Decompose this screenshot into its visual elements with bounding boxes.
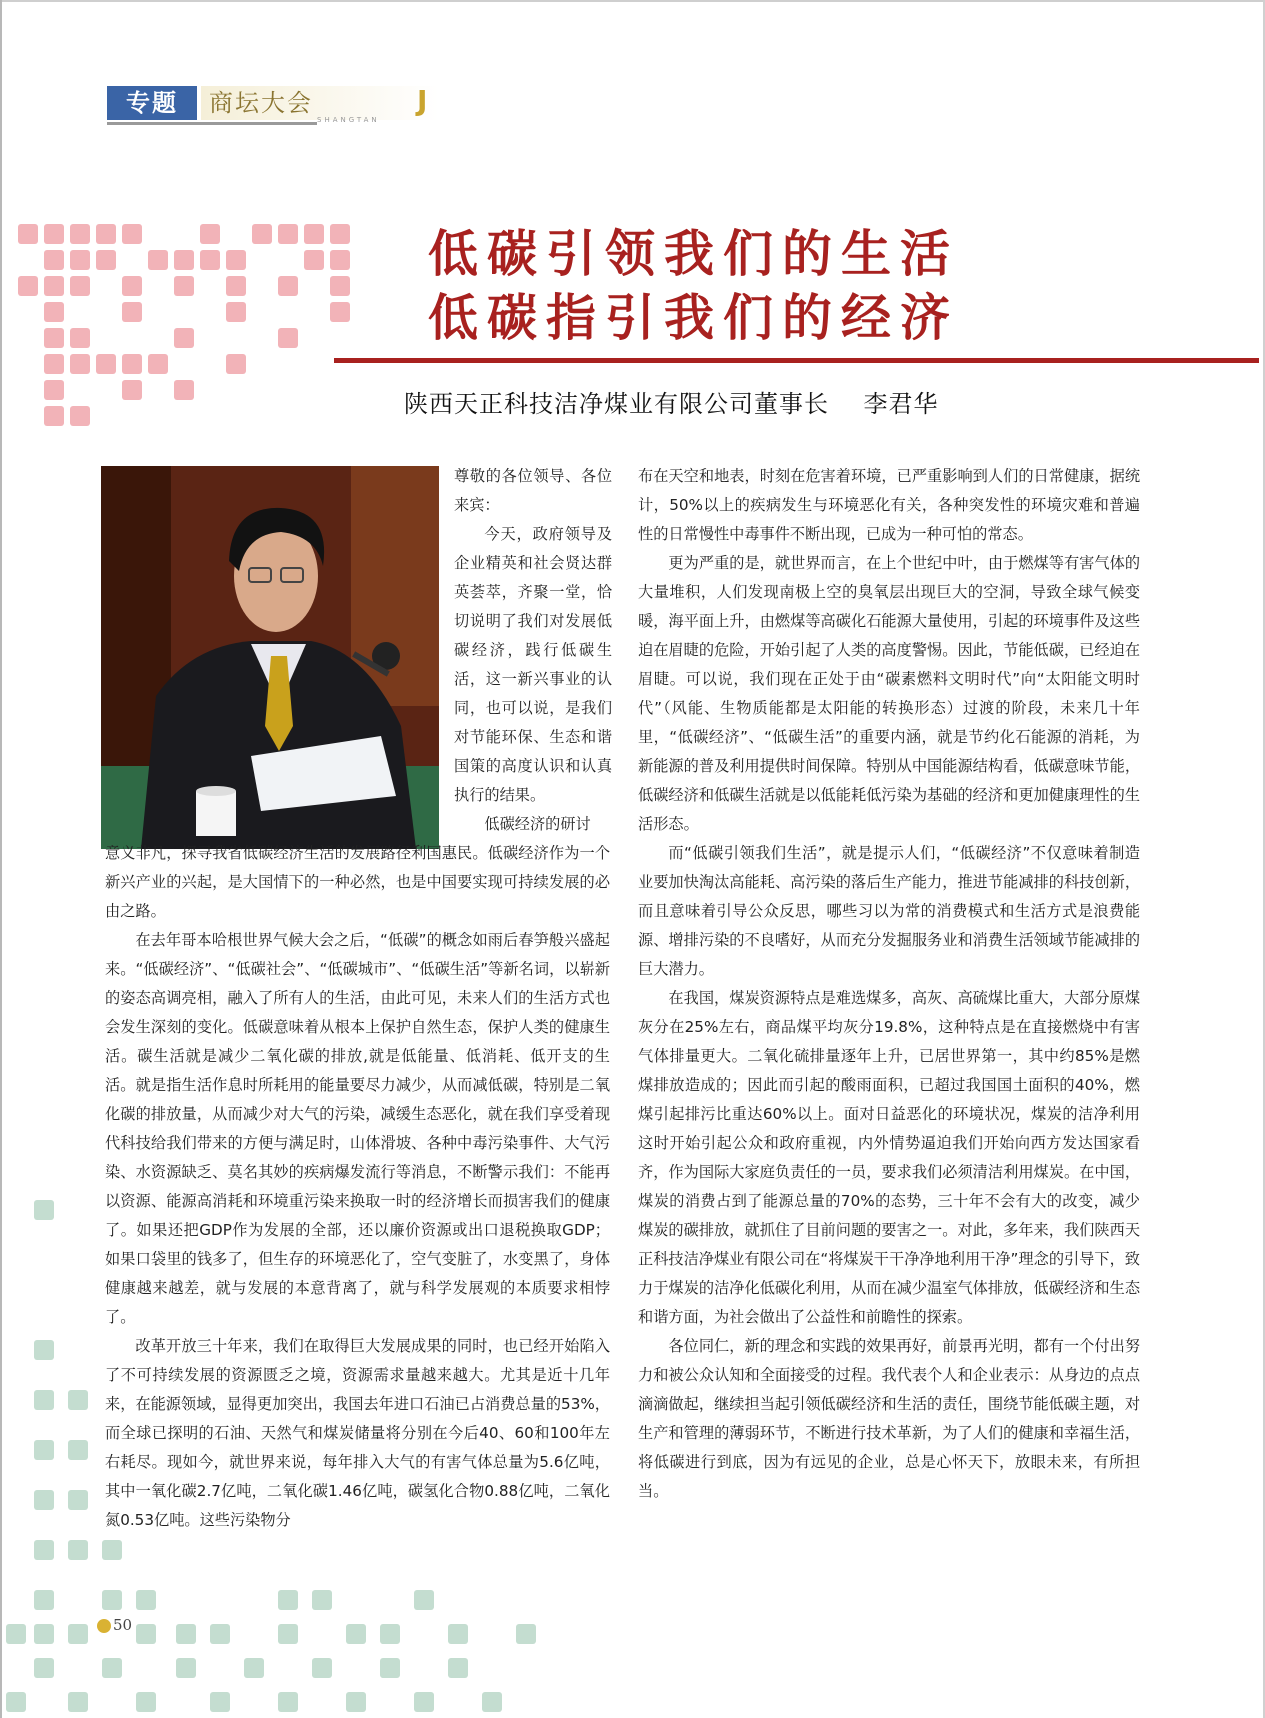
right-text-column xyxy=(638,462,1140,1506)
paragraph-greeting: 尊敬的各位领导、各位来宾： xyxy=(454,467,612,514)
paragraph-copenhagen: 在去年哥本哈根世界气候大会之后，“低碳”的概念如雨后春笋般兴盛起来。“低碳经济”、“低碳社会”、“低碳城市”、“低碳生活”等新名词，以崭新的姿态高调亮相，融入了所有人的生活，由此可见，未来人们的生活方式也会发生深刻的变化。低碳意味着从根本上保护自然生态，保护人类的健康生活。碳生活就是减少二氧化碳的排放,就是低能量、低消耗、低开支的生活。就是指生活作息时所耗用的能量要尽力减少，从而减低碳，特别是二氧化碳的排放量，从而减少对大气的污染，减缓生态恶化，就在我们享受着现代科技给我们带来的方便与满足时，山体滑坡、各种中毒污染事件、大气污染、水资源缺乏、莫名其妙的疾病爆发流行等消息，不断警示我们：不能再以资源、能源高消耗和环境重污染来换取一时的经济增长而损害我们的健康了。如果还把GDP作为发展的全部，还以廉价资源或出口退税换取GDP；如果口袋里的钱多了，但生存的环境恶化了，空气变脏了，水变黑了，身体健康越来越差，就与发展的本意背离了，就与科学发展观的本质要求相悖了。 xyxy=(105,931,610,1326)
paragraph-reform: 改革开放三十年来，我们在取得巨大发展成果的同时，也已经开始陷入了不可持续发展的资源匮乏之境，资源需求量越来越大。尤其是近十几年来，在能源领域，显得更加突出，我国去年进口石油已占消费总量的53%，而全球已探明的石油、天然气和煤炭储量将分别在今后40、60和100年左右耗尽。现如今，就世界来说，每年排入大气的有害气体总量为5.6亿吨，其中一氧化碳2.7亿吨，二氧化碳1.46亿吨，碳氢化合物0.88亿吨，二氧化氮0.53亿吨。这些污染物分 xyxy=(105,1337,610,1529)
gold-circle-icon xyxy=(97,1619,111,1633)
page-number xyxy=(97,1616,132,1634)
section-tag-secondary: 商坛大会 xyxy=(201,86,439,120)
author-byline: 陕西天正科技洁净煤业有限公司董事长 李君华 xyxy=(404,390,939,418)
paragraph-ozone: 更为严重的是，就世界而言，在上个世纪中叶，由于燃煤等有害气体的大量堆积，人们发现南极上空的臭氧层出现巨大的空洞，导致全球气候变暖，海平面上升，由燃煤等高碳化石能源大量使用，引起的环境事件及这些迫在眉睫的危险，开始引起了人类的高度警惕。因此，节能低碳，已经迫在眉睫。可以说，我们现在正处于由“碳素燃料文明时代”向“太阳能文明时代”（风能、生物质能都是太阳能的转换形态）过渡的阶段，未来几十年里，“低碳经济”、“低碳生活”的重要内涵，就是节约化石能源的消耗，为新能源的普及利用提供时间保障。特别从中国能源结构看，低碳意味节能，低碳经济和低碳生活就是以低能耗低污染为基础的经济和更加健康理性的生活形态。 xyxy=(638,554,1140,833)
article-title-line1: 低碳引领我们的生活 xyxy=(428,224,959,283)
paragraph-coal: 在我国，煤炭资源特点是难选煤多，高灰、高硫煤比重大，大部分原煤灰分在25%左右，商品煤平均灰分19.8%，这种特点是在直接燃烧中有害气体排量更大。二氧化硫排量逐年上升，已居世界第一，其中约85%是燃煤排放造成的；因此而引起的酸雨面积，已超过我国国土面积的40%，燃煤引起排污比重达60%以上。面对日益恶化的环境状况，煤炭的洁净利用这时开始引起公众和政府重视，内外情势逼迫我们开始向西方发达国家看齐，作为国际大家庭负责任的一员，要求我们必须清洁利用煤炭。在中国，煤炭的消费占到了能源总量的70%的态势，三十年不会有大的改变，减少煤炭的碳排放，就抓住了目前问题的要害之一。对此，多年来，我们陕西天正科技洁净煤业有限公司在“将煤炭干干净净地利用干净”理念的引导下，致力于煤炭的洁净化低碳化利用，从而在减少温室气体排放，低碳经济和生态和谐方面，为社会做出了公益性和前瞻性的探索。 xyxy=(638,989,1140,1326)
speaker-illustration xyxy=(101,466,439,849)
pink-square-pattern xyxy=(18,224,358,424)
paragraph-closing: 各位同仁，新的理念和实践的效果再好，前景再光明，都有一个付出努力和被公众认知和全面接受的过程。我代表个人和企业表示：从身边的点点滴滴做起，继续担当起引领低碳经济和生活的责任，围绕节能低碳主题，对生产和管理的薄弱环节，不断进行技术革新，为了人们的健康和幸福生活，将低碳进行到底，因为有远见的企业，总是心怀天下，放眼未来，有所担当。 xyxy=(638,1337,1140,1500)
left-text-column xyxy=(105,839,610,1535)
paragraph-intro: 今天，政府领导及企业精英和社会贤达群英荟萃，齐聚一堂，恰切说明了我们对发展低碳经济，践行低碳生活，这一新兴事业的认同，也可以说，是我们对节能环保、生态和谐国策的高度认识和认真执行的结果。 xyxy=(454,525,612,804)
paragraph-seminar-start: 低碳经济的研讨 xyxy=(484,815,591,833)
speaker-photo xyxy=(101,466,439,849)
page-number-text: 50 xyxy=(113,1616,133,1634)
section-tag-primary: 专题 xyxy=(107,86,197,120)
article-title-line2: 低碳指引我们的经济 xyxy=(428,288,959,347)
article-title xyxy=(428,222,1028,350)
paragraph-pollution: 布在天空和地表，时刻在危害着环境，已严重影响到人们的日常健康，据统计，50%以上的疾病发生与环境恶化有关，各种突发性的环境灾难和普遍性的日常慢性中毒事件不断出现，已成为一种可怕的常态。 xyxy=(638,467,1140,543)
section-tag-bracket: J xyxy=(417,84,428,117)
paragraph-lowcarbon-life: 而“低碳引领我们生活”，就是提示人们，“低碳经济”不仅意味着制造业要加快淘汰高能耗、高污染的落后生产能力，推进节能减排的科技创新，而且意味着引导公众反思，哪些习以为常的消费模式和生活方式是浪费能源、增排污染的不良嗜好，从而充分发掘服务业和消费生活领域节能减排的巨大潜力。 xyxy=(638,844,1140,978)
section-tag-latin: SHANGTAN xyxy=(317,116,380,124)
paragraph-seminar-cont: 意义非凡，探寻我省低碳经济生活的发展路径利国惠民。低碳经济作为一个新兴产业的兴起，是大国情下的一种必然，也是中国要实现可持续发展的必由之路。 xyxy=(105,844,610,920)
section-tag-underline xyxy=(107,122,317,125)
wrap-text-column xyxy=(454,462,612,839)
title-rule xyxy=(334,358,1259,363)
page-border-left xyxy=(0,0,2,1718)
page-border-top xyxy=(0,0,1265,2)
